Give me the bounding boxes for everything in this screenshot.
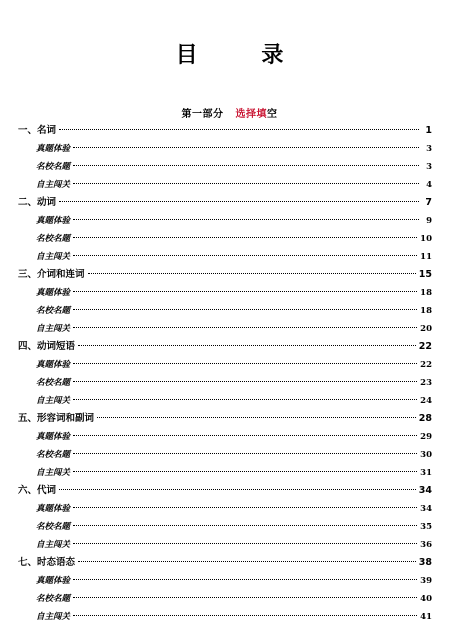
dot-leader	[59, 489, 416, 490]
toc-entry-page-number: 30	[420, 450, 432, 460]
toc-section-entry[interactable]	[18, 464, 432, 482]
toc-section-entry[interactable]	[18, 392, 432, 410]
toc-entry-label: 名校名题	[36, 234, 71, 244]
dot-leader	[73, 237, 417, 238]
dot-leader	[78, 345, 416, 346]
dot-leader	[73, 453, 417, 454]
toc-entry-label: 四、动词短语	[18, 341, 76, 352]
toc-entry-page-number: 4	[426, 180, 432, 190]
dot-leader	[88, 273, 416, 274]
toc-entry-label: 一、名词	[18, 125, 57, 136]
toc-entry-page-number: 29	[420, 432, 432, 442]
toc-entry-label: 名校名题	[36, 522, 71, 532]
toc-section-entry[interactable]	[18, 518, 432, 536]
toc-chapter-entry[interactable]	[18, 338, 432, 356]
dot-leader	[73, 435, 417, 436]
dot-leader	[73, 309, 417, 310]
toc-entry-label: 六、代词	[18, 485, 57, 496]
toc-section-entry[interactable]	[18, 140, 432, 158]
dot-leader	[73, 543, 417, 544]
toc-entry-label: 名校名题	[36, 378, 71, 388]
toc-entry-page-number: 34	[420, 504, 432, 514]
dot-leader	[73, 219, 419, 220]
dot-leader	[73, 597, 417, 598]
toc-entry-label: 名校名题	[36, 306, 71, 316]
toc-entry-page-number: 22	[420, 360, 432, 370]
dot-leader	[73, 615, 417, 616]
dot-leader	[73, 291, 417, 292]
toc-entry-page-number: 7	[425, 197, 432, 208]
toc-section-entry[interactable]	[18, 356, 432, 374]
toc-section-entry[interactable]	[18, 374, 432, 392]
toc-entry-page-number: 22	[418, 341, 432, 352]
toc-section-entry[interactable]	[18, 446, 432, 464]
toc-entry-page-number: 18	[420, 306, 432, 316]
dot-leader	[73, 165, 419, 166]
toc-entry-page-number: 35	[420, 522, 432, 532]
toc-entry-page-number: 28	[418, 413, 432, 424]
toc-entry-page-number: 34	[418, 485, 432, 496]
toc-entry-label: 自主闯关	[36, 180, 71, 190]
toc-entry-label: 自主闯关	[36, 324, 71, 334]
toc-entry-label: 自主闯关	[36, 252, 71, 262]
dot-leader	[73, 183, 419, 184]
toc-section-entry[interactable]	[18, 608, 432, 626]
dot-leader	[73, 507, 417, 508]
toc-entry-label: 七、时态语态	[18, 557, 76, 568]
toc-chapter-entry[interactable]	[18, 122, 432, 140]
toc-entry-label: 名校名题	[36, 594, 71, 604]
toc-entry-page-number: 36	[420, 540, 432, 550]
toc-section-entry[interactable]	[18, 158, 432, 176]
dot-leader	[78, 561, 416, 562]
toc-entry-page-number: 23	[420, 378, 432, 388]
toc-entry-label: 真题体验	[36, 504, 71, 514]
toc-entry-label: 自主闯关	[36, 396, 71, 406]
toc-entry-page-number: 10	[420, 234, 432, 244]
toc-entry-label: 真题体验	[36, 216, 71, 226]
dot-leader	[73, 255, 417, 256]
toc-chapter-entry[interactable]	[18, 410, 432, 428]
toc-section-entry[interactable]	[18, 284, 432, 302]
part-heading-suffix: 空	[266, 109, 278, 120]
toc-entry-label: 自主闯关	[36, 468, 71, 478]
toc-entry-label: 真题体验	[36, 576, 71, 586]
toc-section-entry[interactable]	[18, 302, 432, 320]
toc-entry-page-number: 18	[420, 288, 432, 298]
dot-leader	[73, 147, 419, 148]
toc-entry-page-number: 31	[420, 468, 432, 478]
toc-chapter-entry[interactable]	[18, 194, 432, 212]
toc-entry-page-number: 39	[420, 576, 432, 586]
dot-leader	[73, 579, 417, 580]
toc-entry-page-number: 11	[420, 252, 432, 262]
toc-section-entry[interactable]	[18, 320, 432, 338]
toc-entry-label: 名校名题	[36, 450, 71, 460]
toc-section-entry[interactable]	[18, 500, 432, 518]
toc-section-entry[interactable]	[18, 572, 432, 590]
toc-entry-page-number: 41	[420, 612, 432, 622]
toc-entry-page-number: 1	[425, 125, 432, 136]
toc-section-entry[interactable]	[18, 428, 432, 446]
toc-entry-label: 二、动词	[18, 197, 57, 208]
dot-leader	[59, 201, 419, 202]
toc-entry-label: 自主闯关	[36, 612, 71, 622]
toc-section-entry[interactable]	[18, 230, 432, 248]
toc-section-entry[interactable]	[18, 536, 432, 554]
toc-entry-label: 名校名题	[36, 162, 71, 172]
toc-entry-label: 三、介词和连词	[18, 269, 85, 280]
part-heading	[0, 105, 459, 120]
dot-leader	[73, 399, 417, 400]
toc-entry-label: 真题体验	[36, 360, 71, 370]
toc-entry-page-number: 40	[420, 594, 432, 604]
dot-leader	[97, 417, 416, 418]
toc-section-entry[interactable]	[18, 590, 432, 608]
toc-chapter-entry[interactable]	[18, 266, 432, 284]
toc-entry-page-number: 38	[418, 557, 432, 568]
toc-entry-page-number: 24	[420, 396, 432, 406]
page-title: 目 录	[175, 43, 312, 68]
toc-chapter-entry[interactable]	[18, 554, 432, 572]
toc-entry-label: 自主闯关	[36, 540, 71, 550]
toc-entry-page-number: 20	[420, 324, 432, 334]
toc-entry-page-number: 15	[418, 269, 432, 280]
dot-leader	[73, 363, 417, 364]
toc-section-entry[interactable]	[18, 248, 432, 266]
toc-entry-label: 真题体验	[36, 432, 71, 442]
toc-section-entry[interactable]	[18, 212, 432, 230]
toc-entry-label: 五、形容词和副词	[18, 413, 95, 424]
toc-section-entry[interactable]	[18, 176, 432, 194]
dot-leader	[73, 525, 417, 526]
toc-entry-page-number: 3	[426, 162, 432, 172]
dot-leader	[73, 327, 417, 328]
table-of-contents	[18, 122, 432, 626]
toc-entry-page-number: 9	[426, 216, 432, 226]
toc-entry-label: 真题体验	[36, 288, 71, 298]
dot-leader	[73, 471, 417, 472]
part-heading-prefix: 第一部分	[181, 109, 224, 120]
dot-leader	[73, 381, 417, 382]
toc-chapter-entry[interactable]	[18, 482, 432, 500]
toc-entry-label: 真题体验	[36, 144, 71, 154]
dot-leader	[59, 129, 419, 130]
part-heading-highlight: 选择填	[235, 109, 267, 120]
toc-entry-page-number: 3	[426, 144, 432, 154]
